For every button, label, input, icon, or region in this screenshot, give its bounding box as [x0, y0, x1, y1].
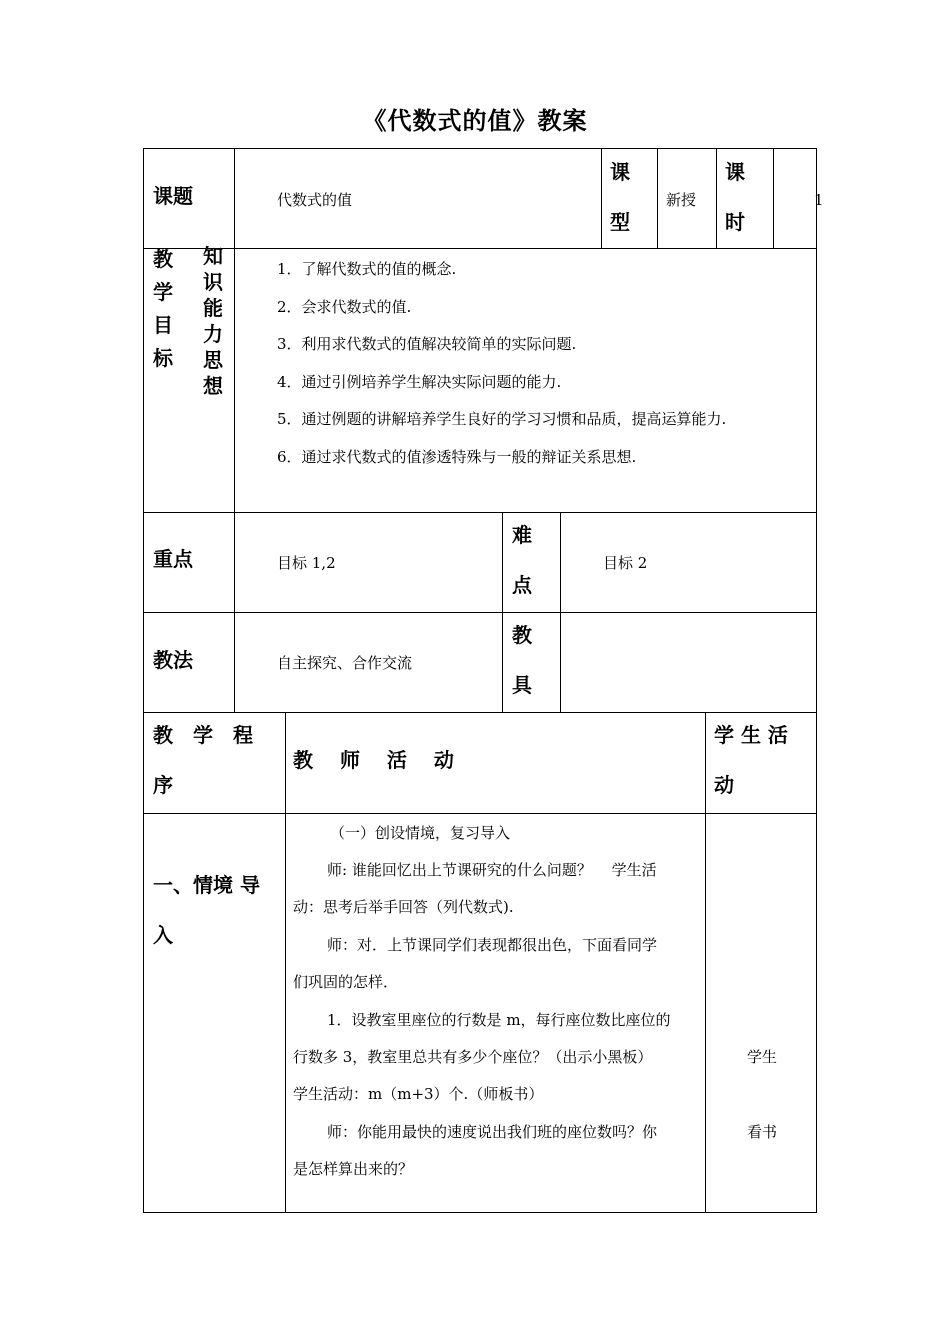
objectives-label-col2: 知 识 能 力 思 想: [203, 244, 223, 398]
objective-item: 5．通过例题的讲解培养学生良好的学习习惯和品质，提高运算能力.: [277, 410, 727, 428]
objective-item: 3．利用求代数式的值解决较简单的实际问题.: [277, 335, 577, 353]
student-activity-2: 看书: [747, 1123, 778, 1141]
section1-line: 学生活动：m（m+3）个.（师板书）: [293, 1085, 544, 1103]
section1-line: （一）创设情境，复习导入: [330, 824, 511, 842]
objective-item: 2．会求代数式的值.: [277, 298, 412, 316]
section1-label-1: 一、情境 导: [153, 873, 260, 897]
hours-value: 1: [814, 191, 824, 209]
tools-label-1: 教: [512, 623, 532, 647]
section1-line: 1．设教室里座位的行数是 m，每行座位数比座位的: [327, 1011, 671, 1029]
section1-line: 是怎样算出来的？: [293, 1160, 414, 1178]
type-label-2: 型: [610, 210, 630, 234]
objective-item: 6．通过求代数式的值渗透特殊与一般的辩证关系思想.: [277, 448, 637, 466]
teacher-activity-header: 教 师 活 动: [293, 748, 454, 772]
hours-label-2: 时: [725, 210, 745, 234]
section1-line: 们巩固的怎样．: [293, 973, 399, 991]
procedure-step-header-1: 教 学 程: [153, 723, 253, 747]
difficult-value-cell: [560, 512, 817, 613]
method-value: 自主探究、合作交流: [277, 654, 413, 672]
hours-value-cell: [773, 148, 817, 249]
topic-label: 课题: [153, 184, 193, 208]
difficult-label-2: 点: [512, 573, 532, 597]
difficult-value: 目标 2: [603, 554, 648, 572]
section1-line: 师：对．上节课同学们表现都很出色，下面看同学: [327, 936, 658, 954]
difficult-label-1: 难: [512, 523, 532, 547]
section1-student-cell: [705, 813, 817, 1213]
section1-line: 师: 谁能回忆出上节课研究的什么问题？ 学生活: [327, 861, 657, 879]
key-label: 重点: [153, 547, 193, 571]
key-value-cell: [234, 512, 503, 613]
student-activity-header-2: 动: [714, 773, 734, 797]
student-activity-1: 学生: [747, 1048, 778, 1066]
section1-line: 行数多 3，教室里总共有多少个座位？（出示小黑板）: [293, 1048, 653, 1066]
procedure-step-header-2: 序: [153, 773, 173, 797]
objectives-label-col1: 教 学 目 标: [153, 247, 173, 370]
type-value: 新授: [666, 191, 697, 209]
student-activity-header-1: 学 生 活: [714, 723, 788, 747]
topic-value: 代数式的值: [277, 191, 353, 209]
tools-label-2: 具: [512, 673, 532, 697]
objective-item: 4．通过引例培养学生解决实际问题的能力.: [277, 373, 562, 391]
section1-line: 动：思考后举手回答（列代数式).: [293, 898, 514, 916]
type-label-1: 课: [610, 160, 630, 184]
section1-label-2: 入: [153, 923, 173, 947]
key-value: 目标 1,2: [277, 554, 336, 572]
tools-value-cell: [560, 612, 817, 713]
objective-item: 1．了解代数式的值的概念.: [277, 260, 457, 278]
page-title: 《代数式的值》教案: [362, 106, 588, 135]
hours-label-1: 课: [725, 160, 745, 184]
section1-line: 师：你能用最快的速度说出我们班的座位数吗？你: [327, 1123, 658, 1141]
method-label: 教法: [153, 648, 193, 672]
